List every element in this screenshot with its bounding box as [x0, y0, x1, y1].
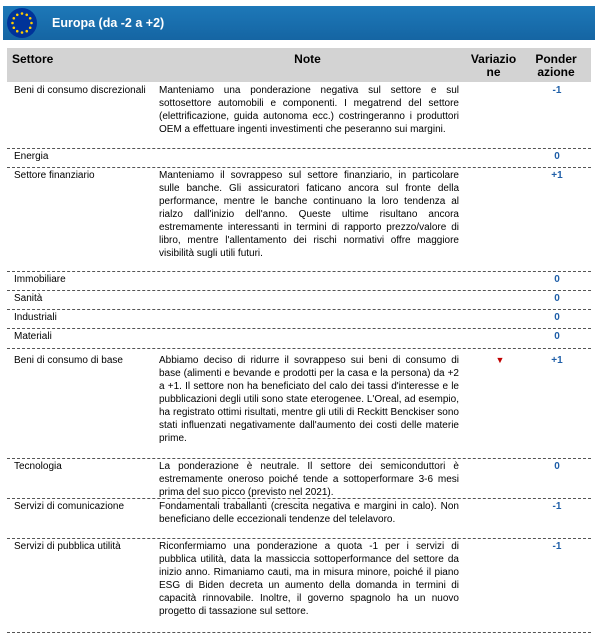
- header-note: Note: [294, 52, 321, 66]
- row-ponderazione: -1: [552, 85, 562, 96]
- row-note: Abbiamo deciso di ridurre il sovrappeso sui beni di consumo di base (alimenti e bevande e prodotti per la casa e la persona) da +2 a +1. Il settore non ha beneficiato del calo dei tassi d'interesse e le pubblicazioni degli utili sono state eterogenee. L'Oreal, ad esempio, ha registrato ottimi risultati, mentre gli utili di Reckitt Benckiser sono stati influenzati negativamente dall'aumento dei costi delle materie prime.: [159, 355, 459, 444]
- row-ponderazione: 0: [554, 331, 560, 342]
- row-ponderazione: 0: [554, 312, 560, 323]
- row-ponderazione: +1: [551, 355, 563, 366]
- row-ponderazione: 0: [554, 274, 560, 285]
- row-settore: Servizi di comunicazione: [14, 501, 125, 512]
- header-settore: Settore: [12, 52, 54, 66]
- row-settore: Sanità: [14, 293, 43, 304]
- row-settore: Beni di consumo discrezionali: [14, 85, 146, 96]
- row-settore: Energia: [14, 151, 49, 162]
- row-settore: Tecnologia: [14, 461, 62, 472]
- header-variazione: Variazio ne: [470, 52, 517, 79]
- row-ponderazione: -1: [552, 501, 562, 512]
- table-row: [7, 148, 591, 168]
- table-row: [7, 167, 591, 272]
- table-row: [7, 538, 591, 633]
- table-row: [7, 309, 591, 329]
- row-settore: Servizi di pubblica utilità: [14, 541, 121, 552]
- row-note: Manteniamo una ponderazione negativa sul settore e sul sottosettore automobili e componenti. I megatrend del settore (elettrificazione, guida autonoma ecc.) costringeranno i produttori OEM a effettuare ingenti investimenti che peseranno sui margini.: [159, 85, 459, 135]
- row-note: Manteniamo il sovrappeso sul settore finanziario, in particolare sulle banche. Gli assicuratori faticano ancora sul fronte della performance, mentre le banche continuano la loro tendenza al rialzo dall'inizio dell'anno. Queste ultime risultano ancora estremamente interessanti in termini di rapporto prezzo/valore di libro, mentre l'allentamento dei rischi normativi offre maggiore visibilità sugli utili futuri.: [159, 170, 459, 259]
- table-row: [7, 352, 591, 459]
- row-settore: Materiali: [14, 331, 52, 342]
- title-banner: [3, 6, 595, 40]
- row-ponderazione: 0: [554, 151, 560, 162]
- variation-down-arrow-icon: ▼: [495, 355, 505, 365]
- row-settore: Beni di consumo di base: [14, 355, 123, 366]
- row-ponderazione: 0: [554, 461, 560, 472]
- row-note: La ponderazione è neutrale. Il settore dei semiconduttori è estremamente oneroso poiché tende a sottoperformare 3-6 mesi prima del suo picco (previsto nel 2021).: [159, 461, 459, 498]
- row-note: Riconfermiamo una ponderazione a quota -1 per i servizi di pubblica utilità, data la massiccia sottoperformance del settore da inizio anno. Rimaniamo cauti, ma in misura minore, poiché il piano ESG di Biden decreta un aumento della domanda in termini di capacità rinnovabile. Inoltre, il governo spagnolo ha un nuovo progetto di tassazione sul settore.: [159, 541, 459, 617]
- row-settore: Industriali: [14, 312, 57, 323]
- table-row: [7, 82, 591, 149]
- row-settore: Immobiliare: [14, 274, 66, 285]
- table-row: [7, 498, 591, 539]
- row-ponderazione: -1: [552, 541, 562, 552]
- eu-flag-icon: [7, 8, 37, 38]
- table-row: [7, 290, 591, 310]
- row-ponderazione: 0: [554, 293, 560, 304]
- table-row: [7, 458, 591, 499]
- table-row: [7, 328, 591, 349]
- header-ponderazione: Ponder azione: [535, 52, 577, 79]
- table-title: Europa (da -2 a +2): [52, 16, 165, 30]
- row-ponderazione: +1: [551, 170, 563, 181]
- row-settore: Settore finanziario: [14, 170, 95, 181]
- table-row: [7, 271, 591, 291]
- row-note: Fondamentali traballanti (crescita negativa e margini in calo). Non beneficiano delle eccezionali tendenze del telelavoro.: [159, 501, 459, 525]
